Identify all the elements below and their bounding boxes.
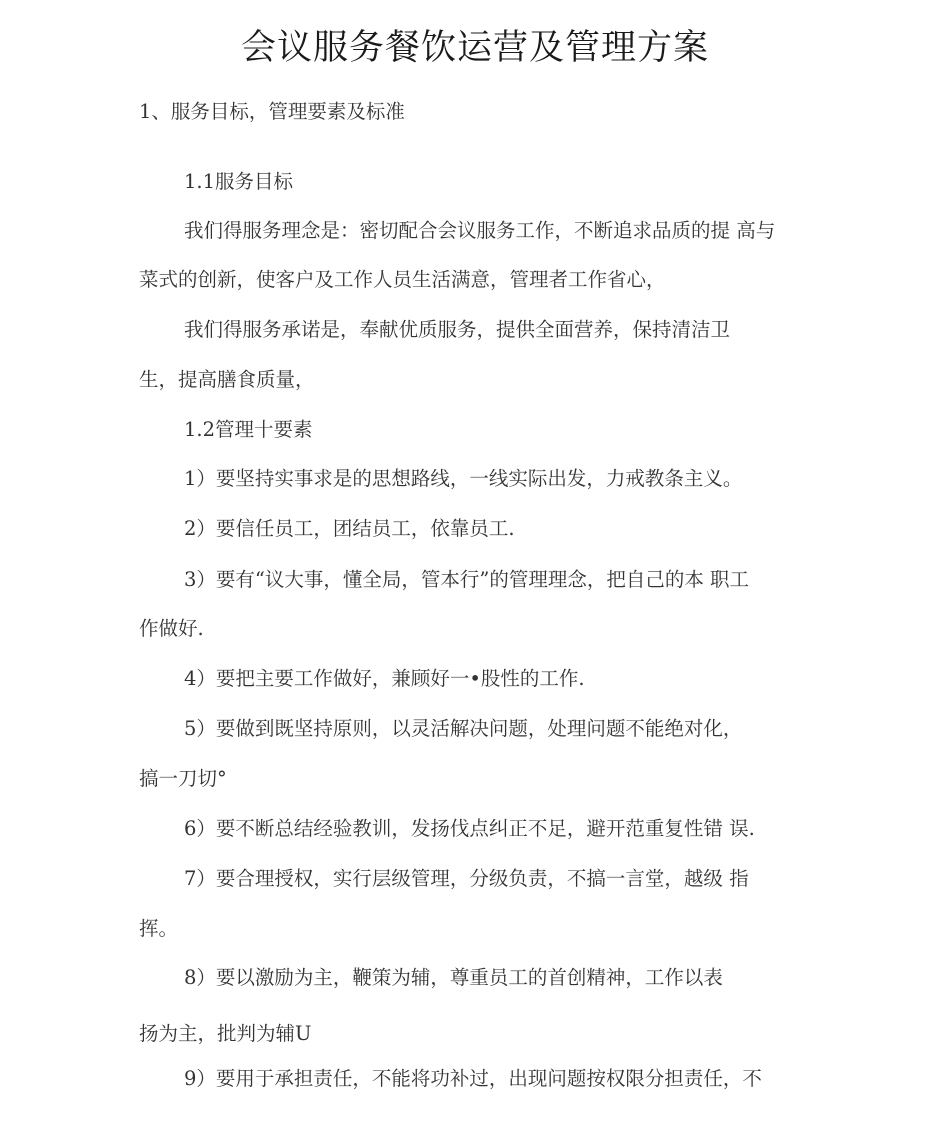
list-item: 2）要信任员工，团结员工，依靠员工. bbox=[184, 517, 515, 540]
list-item: 3）要有“议大事，懂全局，管本行”的管理理念，把自己的本 职工 bbox=[184, 568, 750, 591]
list-item-continued: 扬为主，批判为辅U bbox=[139, 1022, 312, 1045]
paragraph-line: 我们得服务理念是：密切配合会议服务工作，不断追求品质的提 高与 bbox=[184, 219, 776, 242]
subsection-heading: 1.1服务目标 bbox=[184, 170, 294, 193]
list-item-continued: 挥。 bbox=[139, 917, 179, 940]
list-item: 4）要把主要工作做好，兼顾好一•股性的工作. bbox=[184, 667, 585, 690]
list-item-continued: 搞一刀切° bbox=[139, 767, 227, 790]
list-item: 6）要不断总结经验教训，发扬伐点纠正不足，避开范重复性错 误. bbox=[184, 817, 755, 840]
list-item: 9）要用于承担责任，不能将功补过，出现问题按权限分担责任，不 bbox=[184, 1067, 762, 1090]
paragraph-line: 菜式的创新，使客户及工作人员生活满意，管理者工作省心， bbox=[139, 268, 666, 291]
list-item-continued: 作做好. bbox=[139, 617, 204, 640]
paragraph-line: 我们得服务承诺是，奉献优质服务，提供全面营养，保持清洁卫 bbox=[184, 318, 731, 341]
list-item: 1）要坚持实事求是的思想路线，一线实际出发，力戒教条主义。 bbox=[184, 467, 743, 490]
list-item: 7）要合理授权，实行层级管理，分级负责，不搞一言堂，越级 指 bbox=[184, 867, 749, 890]
subsection-heading: 1.2管理十要素 bbox=[184, 418, 313, 441]
list-item: 8）要以激励为主，鞭策为辅，尊重员工的首创精神，工作以表 bbox=[184, 966, 723, 989]
list-item: 5）要做到既坚持原则，以灵活解决问题，处理问题不能绝对化， bbox=[184, 717, 743, 740]
paragraph-line: 生，提高膳食质量， bbox=[139, 368, 315, 391]
section-heading: 1、服务目标，管理要素及标准 bbox=[139, 100, 405, 123]
document-title: 会议服务餐饮运营及管理方案 bbox=[240, 28, 709, 68]
